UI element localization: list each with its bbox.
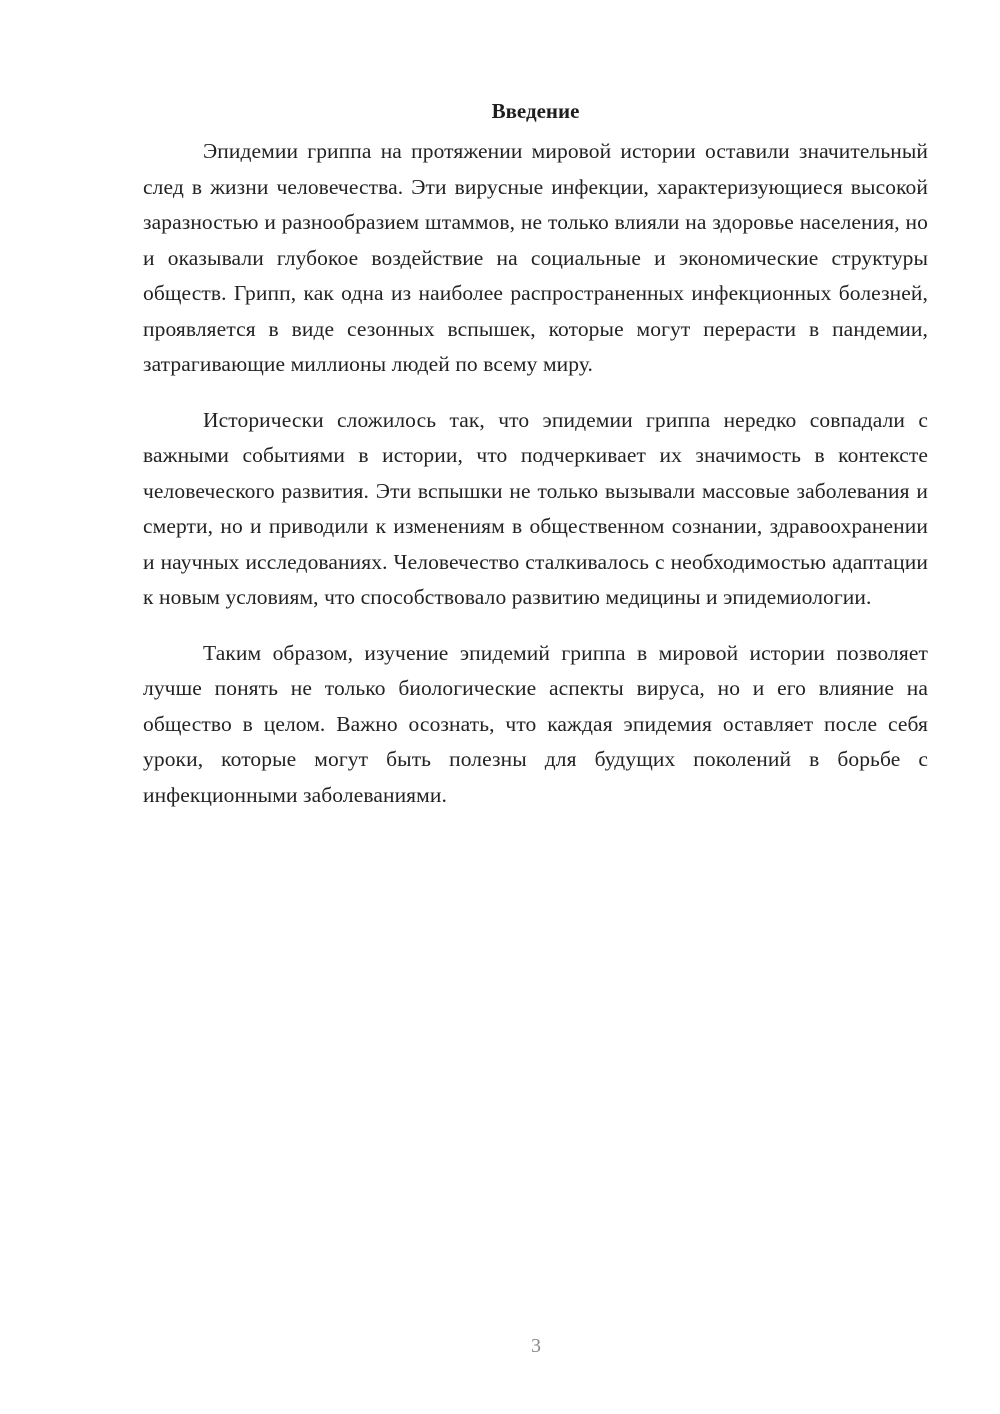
page-number: 3 — [531, 1335, 541, 1357]
paragraph-2: Исторически сложилось так, что эпидемии гриппа нередко совпадали с важными событиями в истории, что подчеркивает их значимость в контексте человеческого развития. Эти вспышки не только вызывали массовые заболевания и смерти, но и приводили к изменениям в общественном сознании, здравоохранении и научных исследованиях. Человечество сталкивалось с необходимостью адаптации к новым условиям, что способствовало развитию медицины и эпидемиологии. — [143, 407, 928, 609]
paragraph-3: Таким образом, изучение эпидемий гриппа в мировой истории позволяет лучше понять не только биологические аспекты вируса, но и его влияние на общество в целом. Важно осознать, что каждая эпидемия оставляет после себя уроки, которые могут быть полезны для будущих поколений в борьбе с инфекционными заболеваниями. — [143, 640, 928, 807]
paragraph-1: Эпидемии гриппа на протяжении мировой истории оставили значительный след в жизни человечества. Эти вирусные инфекции, характеризующиеся высокой заразностью и разнообразием штаммов, не только влияли на здоровье населения, но и оказывали глубокое воздействие на социальные и экономические структуры обществ. Грипп, как одна из наиболее распространенных инфекционных болезней, проявляется в виде сезонных вспышек, которые могут перерасти в пандемии, затрагивающие миллионы людей по всему миру. — [143, 139, 928, 376]
page-content — [143, 96, 928, 833]
page-title: Введение — [491, 99, 580, 123]
